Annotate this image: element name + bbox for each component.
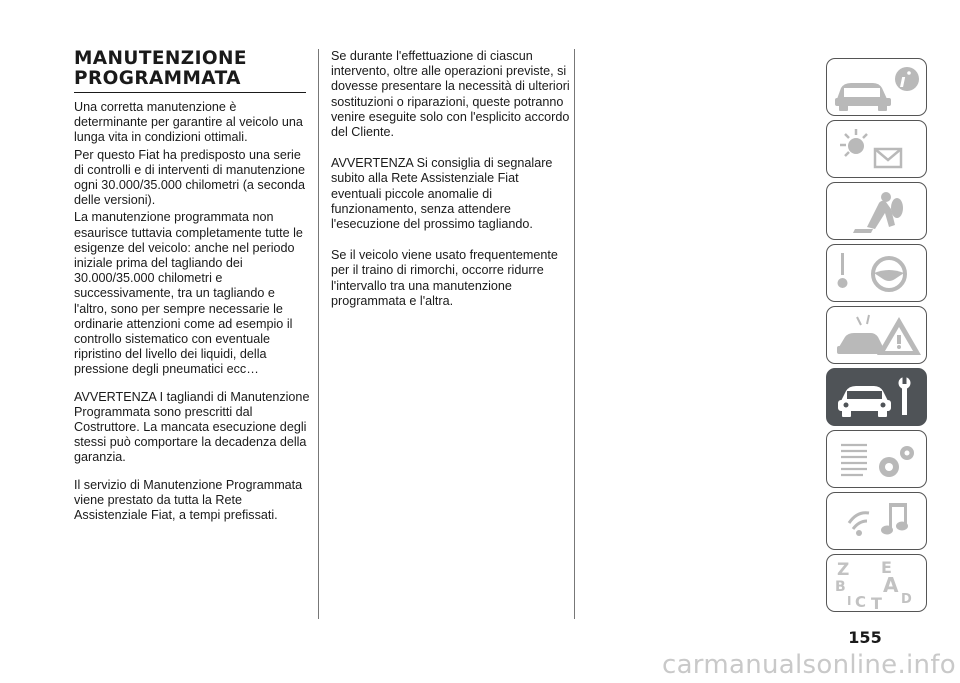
title-underline — [74, 92, 306, 93]
paragraph: La manutenzione programmata non esaurisce tuttavia completamente tutte le esigenze del veicolo: anche nel periodo iniziale prima del tagliando dei 30.000/35.000 chilometri e successivamente, tra un tagliando e l'altro, sono per sempre necessarie le ordinarie attenzioni come ad esempio il controllo sistematico con eventuale ripristino del livello dei liquidi, della pressione degli pneumatici ecc… — [74, 210, 303, 377]
paragraph: Se durante l'effettuazione di ciascun intervento, oltre alle operazioni previste, si dovesse presentare la necessità di ulteriori sostituzioni o riparazioni, queste potranno venire eseguite solo con l'esplicito accordo del Cliente. — [331, 49, 570, 140]
watermark: carmanualsonline.info — [661, 650, 956, 680]
section-title-line2: PROGRAMMATA — [74, 68, 241, 89]
emergency-warning-icon — [827, 307, 927, 364]
text-column-left — [74, 100, 310, 525]
paragraph: Una corretta manutenzione è determinante per garantire al veicolo una lunga vita in condizioni ottimali. — [74, 100, 303, 145]
tab-starting-driving[interactable] — [826, 244, 927, 302]
index-letter: C — [855, 593, 867, 611]
tab-vehicle-knowledge[interactable] — [826, 58, 927, 116]
seat-airbag-icon — [827, 183, 927, 240]
warning-lights-message-icon — [827, 121, 927, 178]
index-letter: Z — [837, 560, 850, 580]
tab-technical-data[interactable] — [826, 430, 927, 488]
paragraph: Se il veicolo viene usato frequentemente per il traino di rimorchi, occorre ridurre l'intervallo tra una manutenzione programmata e l'altra. — [331, 248, 558, 308]
index-letter: A — [883, 573, 899, 597]
technical-data-gear-icon — [827, 431, 927, 488]
index-letter: T — [871, 594, 882, 613]
multimedia-music-icon — [827, 493, 927, 550]
index-letter: D — [901, 592, 912, 607]
tab-emergency[interactable] — [826, 306, 927, 364]
page-number: 155 — [848, 628, 882, 647]
index-letter: I — [847, 594, 852, 608]
section-title-line1: MANUTENZIONE — [74, 48, 247, 69]
tab-maintenance[interactable] — [826, 368, 927, 426]
car-info-icon — [827, 59, 927, 116]
index-letters-icon — [827, 555, 927, 612]
section-title — [74, 49, 306, 89]
car-maintenance-wrench-icon — [827, 369, 927, 426]
tab-safety[interactable] — [826, 182, 927, 240]
paragraph: Il servizio di Manutenzione Programmata viene prestato da tutta la Rete Assistenziale Fiat, a tempi prefissati. — [74, 477, 303, 523]
tab-warning-lights[interactable] — [826, 120, 927, 178]
text-column-right — [331, 49, 571, 325]
index-letter: E — [881, 558, 892, 577]
key-steering-wheel-icon — [827, 245, 927, 302]
column-divider — [318, 49, 319, 619]
paragraph: Per questo Fiat ha predisposto una serie di controlli e di interventi di manutenzione ogni 30.000/35.000 chilometri (a seconda delle versioni). — [74, 147, 306, 208]
column-divider — [574, 49, 575, 619]
tab-index[interactable] — [826, 554, 927, 612]
warning-paragraph: AVVERTENZA Si consiglia di segnalare subito alla Rete Assistenziale Fiat eventuali piccole anomalie di funzionamento, senza attendere l'esecuzione del prossimo tagliando. — [331, 156, 553, 232]
tab-multimedia[interactable] — [826, 492, 927, 550]
index-letter: B — [835, 579, 846, 595]
warning-paragraph: AVVERTENZA I tagliandi di Manutenzione Programmata sono prescritti dal Costruttore. La mancata esecuzione degli stessi può comportare la decadenza della garanzia. — [74, 389, 310, 465]
